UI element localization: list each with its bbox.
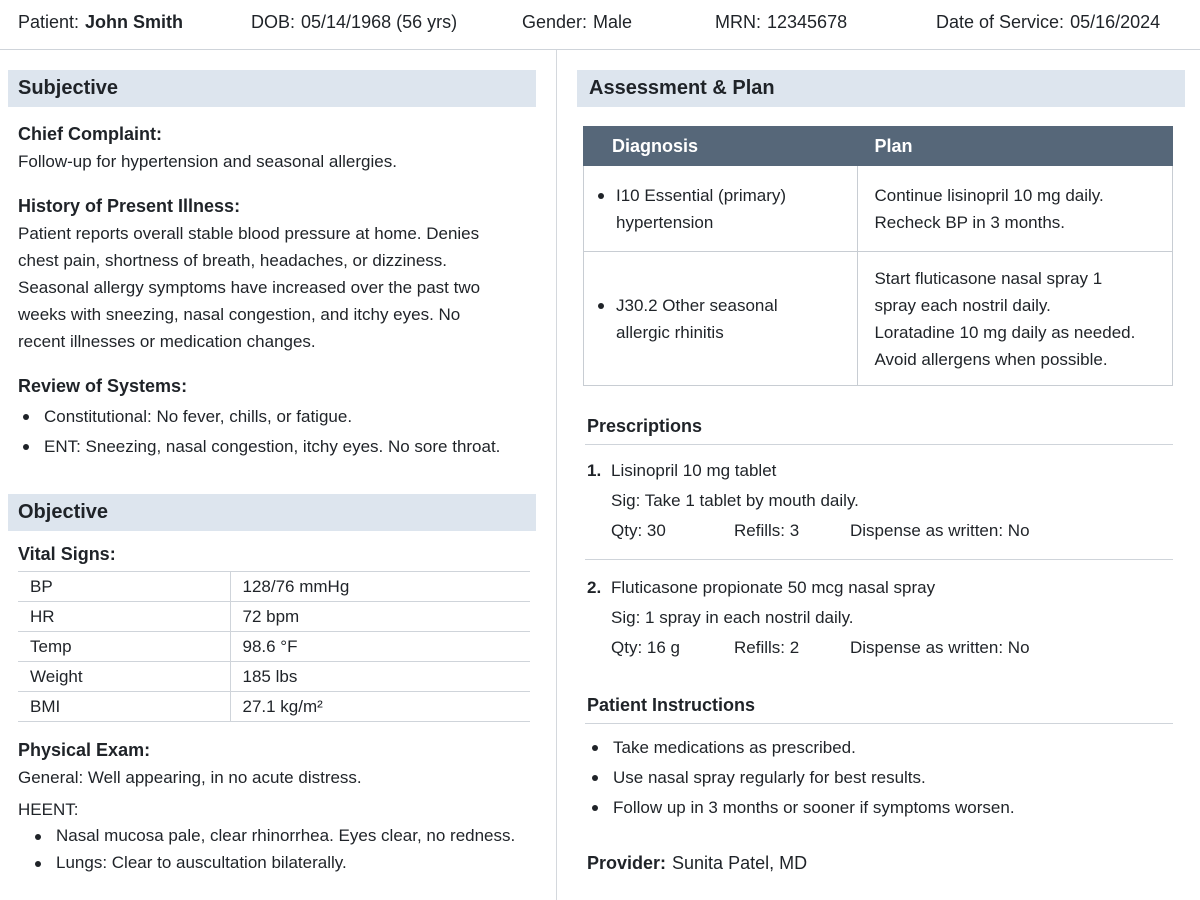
dob-value: 05/14/1968 (56 yrs)	[301, 12, 458, 32]
provider-label: Provider:	[587, 853, 667, 873]
prescription-item	[587, 456, 1177, 548]
diagnosis-item	[594, 182, 847, 236]
instructions-list	[587, 733, 1177, 823]
diagnosis-cell	[584, 166, 858, 252]
general-exam-text: General: Well appearing, in no acute distress.	[18, 768, 362, 787]
chief-complaint-label: Chief Complaint:	[18, 124, 162, 144]
instructions-rule	[585, 723, 1173, 724]
prescriptions-heading: Prescriptions	[587, 416, 703, 436]
prescription-sig: Sig: Take 1 tablet by mouth daily.	[611, 491, 859, 510]
table-row	[18, 602, 530, 632]
prescription-name: Lisinopril 10 mg tablet	[611, 461, 777, 480]
vital-value: 72 bpm	[230, 602, 530, 632]
patient-name: John Smith	[85, 12, 184, 32]
plan-line: Start fluticasone nasal spray 1	[874, 268, 1103, 288]
table-row	[584, 166, 1173, 252]
prescription-daw: Dispense as written: No	[850, 521, 1030, 540]
list-item: ENT: Sneezing, nasal congestion, itchy eyes. No sore throat.	[18, 432, 548, 462]
prescription-body	[611, 456, 1030, 547]
table-row	[18, 692, 530, 722]
patient-instructions-heading: Patient Instructions	[587, 695, 756, 715]
prescription-separator	[585, 559, 1173, 560]
prescription-number: 1.	[587, 461, 602, 480]
objective-heading: Objective	[8, 494, 536, 531]
prescription-details	[611, 516, 1030, 547]
prescription-item	[587, 573, 1177, 665]
prescription-qty: Qty: 16 g	[611, 638, 680, 657]
ros-label: Review of Systems:	[18, 376, 188, 396]
patient-label: Patient:	[18, 12, 80, 32]
prescription-qty: Qty: 30	[611, 521, 666, 540]
diagnosis-cell	[584, 252, 858, 386]
prescription-refills: Refills: 2	[734, 638, 800, 657]
mrn-field	[715, 12, 847, 33]
diagnosis-line: hypertension	[616, 212, 714, 232]
dos-field	[936, 12, 1160, 33]
plan-line: Loratadine 10 mg daily as needed.	[874, 322, 1136, 342]
dob-field	[251, 12, 457, 33]
hpi-line: recent illnesses or medication changes.	[18, 332, 316, 351]
diagnosis-plan-table	[583, 126, 1173, 386]
physical-exam-label: Physical Exam:	[18, 740, 151, 760]
vital-value: 98.6 °F	[230, 632, 530, 662]
plan-cell	[858, 166, 1173, 252]
diagnosis-line: J30.2 Other seasonal	[616, 295, 778, 315]
plan-line: Avoid allergens when possible.	[874, 349, 1108, 369]
prescription-number: 2.	[587, 578, 602, 597]
hpi-line: Patient reports overall stable blood pressure at home. Denies	[18, 224, 480, 243]
vital-name: Temp	[18, 632, 230, 662]
patient-field	[18, 12, 183, 33]
diagnosis-line: I10 Essential (primary)	[616, 185, 787, 205]
prescription-refills: Refills: 3	[734, 521, 800, 540]
mrn-label: MRN:	[715, 12, 761, 32]
table-row	[18, 662, 530, 692]
plan-column-header: Plan	[858, 127, 1173, 166]
vital-name: HR	[18, 602, 230, 632]
ros-list	[18, 402, 548, 462]
list-item: Lungs: Clear to auscultation bilaterally.	[30, 849, 550, 876]
mrn-value: 12345678	[767, 12, 848, 32]
gender-value: Male	[593, 12, 633, 32]
vital-value: 128/76 mmHg	[230, 572, 530, 602]
hpi-line: weeks with sneezing, nasal congestion, and itchy eyes. No	[18, 305, 461, 324]
plan-cell	[858, 252, 1173, 386]
diagnosis-column-header: Diagnosis	[584, 127, 858, 166]
subjective-heading: Subjective	[8, 70, 536, 107]
gender-field	[522, 12, 632, 33]
vital-signs-label: Vital Signs:	[18, 544, 116, 564]
hpi-line: chest pain, shortness of breath, headaches, or dizziness.	[18, 251, 448, 270]
diagnosis-line: allergic rhinitis	[616, 322, 724, 342]
dos-value: 05/16/2024	[1070, 12, 1161, 32]
prescription-details	[611, 633, 1030, 664]
diagnosis-item	[594, 292, 847, 346]
vital-name: BP	[18, 572, 230, 602]
prescription-name: Fluticasone propionate 50 mcg nasal spray	[611, 578, 936, 597]
vital-name: Weight	[18, 662, 230, 692]
heent-list	[30, 822, 550, 876]
vital-name: BMI	[18, 692, 230, 722]
dos-label: Date of Service:	[936, 12, 1065, 32]
plan-line: spray each nostril daily.	[874, 295, 1051, 315]
list-item: Follow up in 3 months or sooner if symptoms worsen.	[587, 793, 1177, 823]
list-item: Nasal mucosa pale, clear rhinorrhea. Eyes clear, no redness.	[30, 822, 550, 849]
list-item: Use nasal spray regularly for best results.	[587, 763, 1177, 793]
heent-label: HEENT:	[18, 800, 79, 819]
prescription-daw: Dispense as written: No	[850, 638, 1030, 657]
table-row	[18, 572, 530, 602]
table-row	[584, 252, 1173, 386]
vital-value: 185 lbs	[230, 662, 530, 692]
gender-label: Gender:	[522, 12, 588, 32]
plan-line: Continue lisinopril 10 mg daily.	[874, 185, 1104, 205]
assessment-plan-heading: Assessment & Plan	[577, 70, 1185, 107]
patient-header	[0, 0, 1200, 50]
table-header-row	[584, 127, 1173, 166]
table-row	[18, 632, 530, 662]
list-item: Constitutional: No fever, chills, or fatigue.	[18, 402, 548, 432]
vital-signs-table	[18, 571, 530, 722]
provider-name: Sunita Patel, MD	[672, 853, 808, 873]
list-item: Take medications as prescribed.	[587, 733, 1177, 763]
hpi-text	[18, 220, 548, 355]
hpi-line: Seasonal allergy symptoms have increased over the past two	[18, 278, 481, 297]
vital-value: 27.1 kg/m²	[230, 692, 530, 722]
plan-line: Recheck BP in 3 months.	[874, 212, 1066, 232]
provider-field	[587, 853, 807, 874]
chief-complaint-text: Follow-up for hypertension and seasonal allergies.	[18, 152, 397, 171]
dob-label: DOB:	[251, 12, 296, 32]
prescription-body	[611, 573, 1030, 664]
hpi-label: History of Present Illness:	[18, 196, 241, 216]
prescription-sig: Sig: 1 spray in each nostril daily.	[611, 608, 854, 627]
prescriptions-rule	[585, 444, 1173, 445]
column-divider	[556, 50, 557, 900]
